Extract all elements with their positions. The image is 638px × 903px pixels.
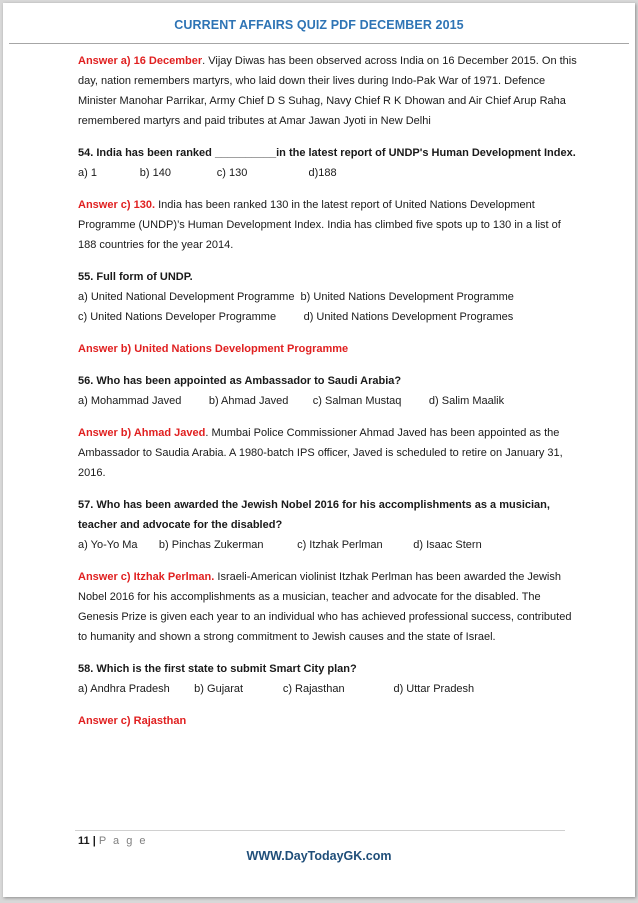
website-url: WWW.DayTodayGK.com	[246, 849, 392, 863]
question-56-options: a) Mohammad Javed b) Ahmad Javed c) Salman Mustaq d) Salim Maalik	[78, 395, 505, 407]
answer-57-label: Answer c) Itzhak Perlman.	[78, 571, 215, 583]
question-57-options: a) Yo-Yo Ma b) Pinchas Zukerman c) Itzhak Perlman d) Isaac Stern	[78, 539, 482, 551]
question-57: 57. Who has been awarded the Jewish Nobel 2016 for his accomplishments as a musician, teacher and advocate for the disabled?	[78, 499, 550, 531]
page-number: 11	[78, 835, 90, 847]
answer-53-text: . Vijay Diwas has been observed across India on 16 December 2015. On this day, nation remembers martyrs, who laid down their lives during Indo-Pak War of 1971. Defence Minister Manohar Parrikar, Army Chief D S Suhag, Navy Chief R K Dhowan and Air Chief Arup Raha remembered martyrs and paid tributes at Amar Jawan Jyoti in New Delhi	[78, 55, 577, 127]
answer-53-label: Answer a) 16 December	[78, 55, 203, 67]
page-separator: |	[92, 835, 96, 847]
answer-53	[78, 51, 578, 131]
answer-58-label: Answer c) Rajasthan	[78, 715, 187, 727]
answer-56	[78, 423, 578, 483]
page-header-title: CURRENT AFFAIRS QUIZ PDF DECEMBER 2015	[174, 18, 464, 32]
question-54-options: a) 1 b) 140 c) 130 d)188	[78, 167, 337, 179]
header-divider	[9, 43, 629, 44]
question-55: 55. Full form of UNDP.	[78, 271, 193, 283]
answer-54-text: India has been ranked 130 in the latest report of United Nations Development Programme (UNDP)’s Human Development Index. India has climbed five spots up to 130 in a list of 188 countries for the year 2014.	[78, 199, 561, 251]
question-56: 56. Who has been appointed as Ambassador to Saudi Arabia?	[78, 375, 402, 387]
question-58-options: a) Andhra Pradesh b) Gujarat c) Rajasthan d) Uttar Pradesh	[78, 683, 475, 695]
question-58: 58. Which is the first state to submit Smart City plan?	[78, 663, 357, 675]
answer-55-label: Answer b) United Nations Development Programme	[78, 343, 349, 355]
answer-54-label: Answer c) 130.	[78, 199, 156, 211]
document-page	[3, 3, 635, 897]
answer-56-label: Answer b) Ahmad Javed	[78, 427, 206, 439]
answer-54	[78, 195, 578, 255]
question-55-options-line1: a) United National Development Programme b) United Nations Development Programme	[78, 291, 514, 303]
answer-57-text: Israeli-American violinist Itzhak Perlman has been awarded the Jewish Nobel 2016 for his accomplishments as a musician, teacher and advocate for the disabled. The Genesis Prize is given each year to an individual who has achieved professional success, contributed to humanity and shown a strong commitment to Jewish causes and the state of Israel.	[78, 571, 572, 643]
footer-divider	[75, 830, 565, 831]
page-number-footer	[78, 835, 148, 847]
answer-57	[78, 567, 578, 647]
quiz-content	[78, 51, 578, 731]
page-word: P a g e	[98, 835, 148, 847]
question-55-options-line2: c) United Nations Developer Programme d) United Nations Development Programes	[78, 311, 514, 323]
question-54: 54. India has been ranked __________in the latest report of UNDP's Human Development Index.	[78, 147, 576, 159]
answer-56-text: . Mumbai Police Commissioner Ahmad Javed has been appointed as the Ambassador to Saudia Arabia. A 1980-batch IPS officer, Javed is scheduled to retire on January 31, 2016.	[78, 427, 563, 479]
